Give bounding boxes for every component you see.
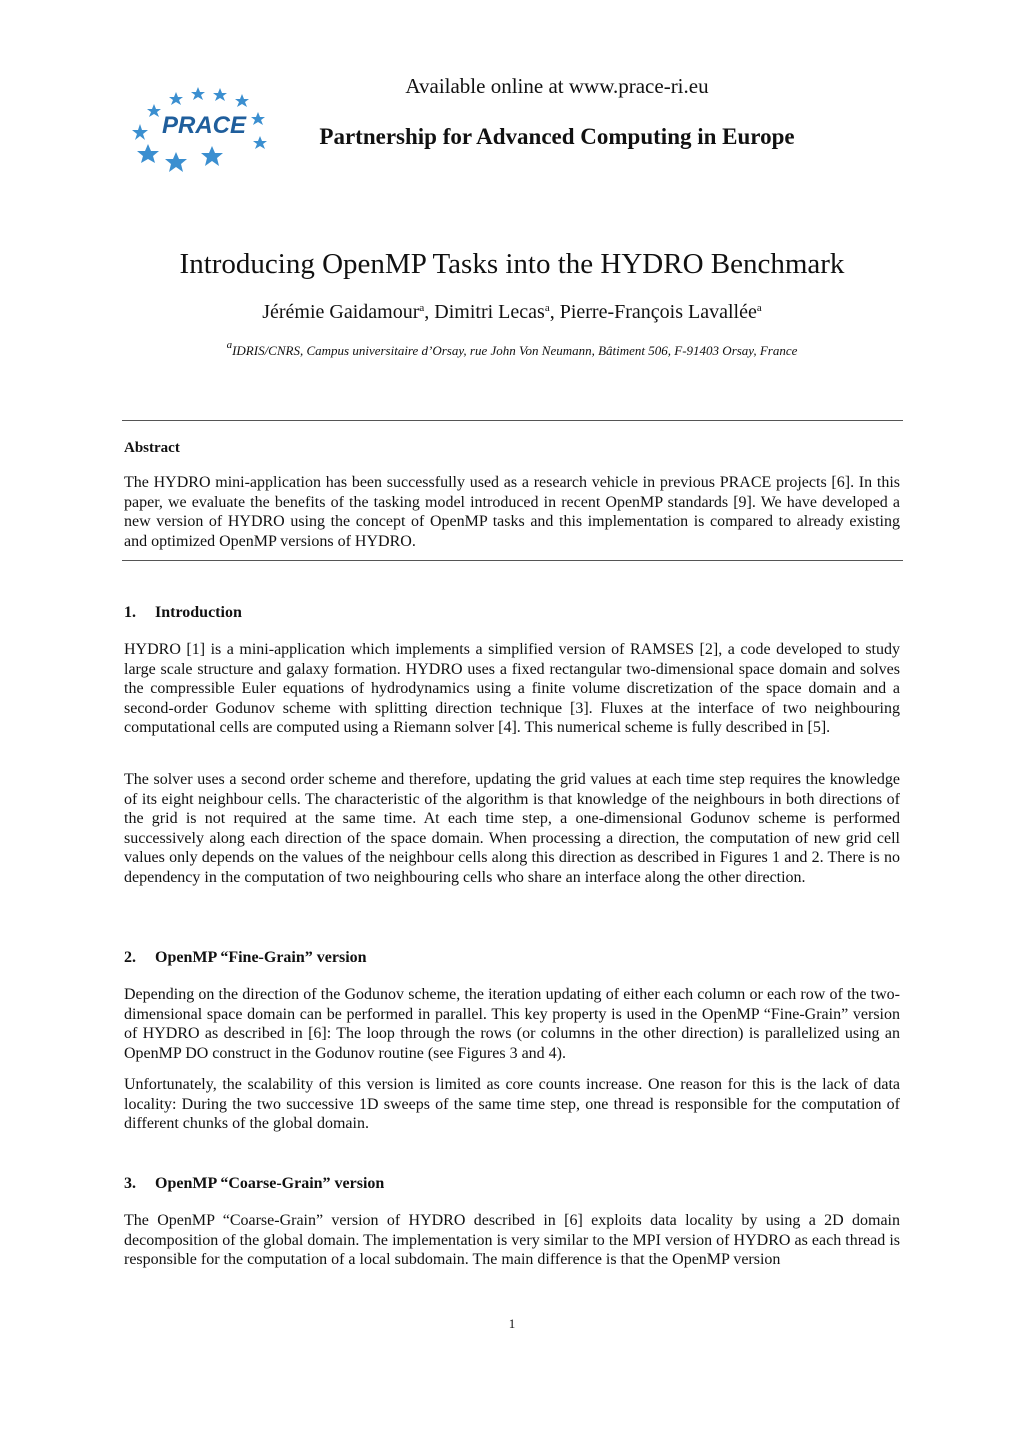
body-paragraph: HYDRO [1] is a mini-application which implements a simplified version of RAMSES [2], a code developed to study large scale structure and galaxy formation. HYDRO uses a fixed rectangular two-dimensional space domain and solves the compressible Euler equations of hydrodynamics using a finite volume discretization of the space domain and a second-order Godunov scheme with splitting direction technique [3]. Fluxes at the interface of two neighbouring computational cells are computed using a Riemann solver [4]. This numerical scheme is fully described in [5]. bbox=[124, 641, 900, 737]
star-icon bbox=[201, 146, 223, 166]
star-icon bbox=[147, 104, 161, 117]
body-paragraph: The solver uses a second order scheme and therefore, updating the grid values at each time step requires the knowledge of its eight neighbour cells. The characteristic of the algorithm is that knowledge of the neighbours in both directions of the grid is not required at the same time. At each time step, a one-dimensional Godunov scheme is performed successively along each direction of the space domain. When processing a direction, the computation of new grid cell values only depends on the values of the neighbour cells along this direction as described in Figures 1 and 2. There is no dependency in the computation of two neighbouring cells who share an interface along the other direction. bbox=[124, 771, 900, 886]
section-title: OpenMP “Coarse-Grain” version bbox=[155, 1175, 385, 1192]
section-heading-coarse-grain bbox=[124, 1175, 384, 1193]
affiliation bbox=[0, 339, 1024, 359]
affiliation-text: IDRIS/CNRS, Campus universitaire d’Orsay, rue John Von Neumann, Bâtiment 506, F-91403 Orsay, France bbox=[232, 343, 798, 358]
abstract-top-rule bbox=[122, 420, 903, 421]
page-number: 1 bbox=[508, 1316, 516, 1331]
author-name: Pierre-François Lavallée bbox=[559, 301, 757, 323]
star-icon bbox=[191, 87, 205, 100]
section-number: 1. bbox=[124, 604, 136, 621]
section-number: 3. bbox=[124, 1175, 136, 1192]
star-icon bbox=[132, 124, 148, 140]
prace-logo bbox=[128, 84, 276, 180]
author-affil-mark: a bbox=[419, 302, 425, 314]
affiliation-mark: a bbox=[226, 339, 233, 351]
body-paragraph: The OpenMP “Coarse-Grain” version of HYDRO described in [6] exploits data locality by using a 2D domain decomposition of the global domain. The implementation is very similar to the MPI version of HYDRO as each thread is responsible for the computation of a local subdomain. The main difference is that the OpenMP version bbox=[124, 1212, 900, 1269]
section-number: 2. bbox=[124, 949, 136, 966]
paper-title: Introducing OpenMP Tasks into the HYDRO Benchmark bbox=[179, 248, 845, 280]
partnership-heading: Partnership for Advanced Computing in Europe bbox=[319, 124, 795, 149]
author-name: Dimitri Lecas bbox=[434, 301, 545, 323]
section-heading-introduction bbox=[124, 604, 242, 622]
author-list bbox=[0, 301, 1024, 324]
body-paragraph: Unfortunately, the scalability of this version is limited as core counts increase. One reason for this is the lack of data locality: During the two successive 1D sweeps of the same time step, one thread is responsible for the computation of different chunks of the global domain. bbox=[124, 1076, 900, 1133]
abstract-bottom-rule bbox=[122, 560, 903, 561]
star-icon bbox=[213, 88, 227, 101]
abstract-heading: Abstract bbox=[124, 440, 180, 456]
author-affil-mark: a bbox=[756, 302, 762, 314]
section-title: Introduction bbox=[155, 604, 242, 621]
svg-text:PRACE: PRACE bbox=[162, 112, 247, 139]
section-heading-fine-grain bbox=[124, 949, 367, 967]
star-icon bbox=[235, 94, 249, 107]
author-name: Jérémie Gaidamour bbox=[262, 301, 420, 323]
star-icon bbox=[165, 152, 187, 172]
star-icon bbox=[253, 136, 267, 149]
body-paragraph: Depending on the direction of the Godunov scheme, the iteration updating of either each column or each row of the two-dimensional space domain can be performed in parallel. This key property is used in the OpenMP “Fine-Grain” version of HYDRO as described in [6]: The loop through the rows (or columns in the other direction) is parallelized using an OpenMP DO construct in the Godunov routine (see Figures 3 and 4). bbox=[124, 986, 900, 1062]
section-title: OpenMP “Fine-Grain” version bbox=[155, 949, 367, 966]
star-icon bbox=[137, 144, 159, 163]
author-affil-mark: a bbox=[544, 302, 550, 314]
author-separator: , bbox=[549, 301, 560, 323]
star-icon bbox=[251, 112, 265, 125]
abstract-text: The HYDRO mini-application has been successfully used as a research vehicle in previous PRACE projects [6]. In this paper, we evaluate the benefits of the tasking model introduced in recent OpenMP standards [9]. We have developed a new version of HYDRO using the concept of OpenMP tasks and this implementation is compared to already existing and optimized OpenMP versions of HYDRO. bbox=[124, 474, 900, 550]
star-icon bbox=[169, 92, 183, 105]
author-separator: , bbox=[424, 301, 435, 323]
available-online-line: Available online at www.prace-ri.eu bbox=[405, 74, 709, 98]
